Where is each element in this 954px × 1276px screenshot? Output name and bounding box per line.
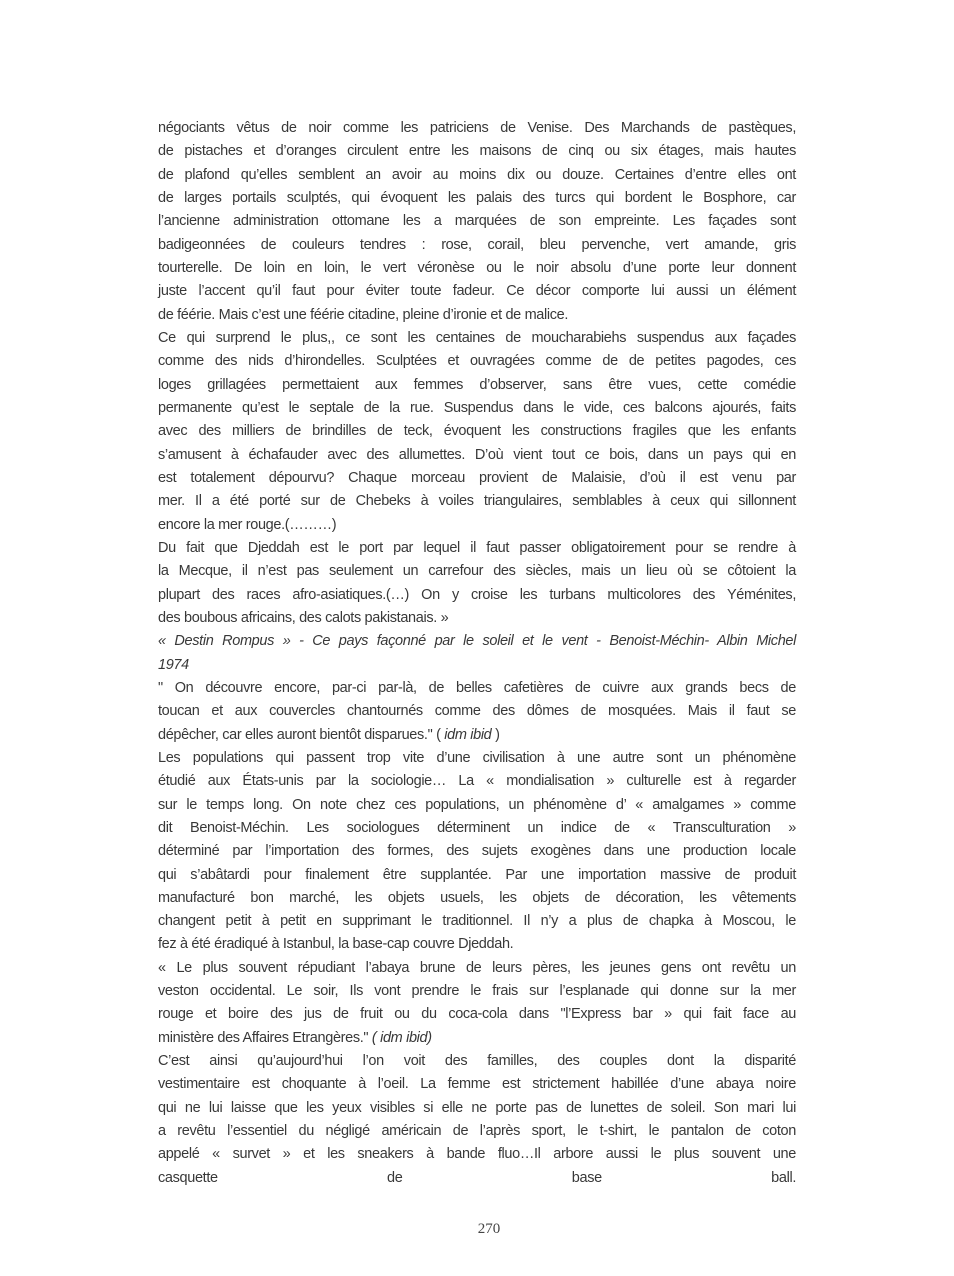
- text-segment: appelé « survet » et les sneakers à bande fluo…Il arbore aussi le plus souvent une: [158, 1146, 796, 1163]
- text-line: [158, 1143, 796, 1166]
- text-line: [158, 630, 796, 653]
- text-segment: avec des milliers de brindilles de teck, évoquent les constructions fragiles que les enfants: [158, 423, 796, 440]
- text-segment: manufacturé bon marché, les objets usuels, les objets de décoration, les vêtements: [158, 889, 796, 906]
- text-segment: qui s’abâtardi pour finalement être supplantée. Par une importation massive de produit: [158, 866, 796, 883]
- text-line: [158, 724, 796, 747]
- text-segment: la Mecque, il n’est pas seulement un carrefour des siècles, mais un lieu où se côtoient la: [158, 563, 796, 580]
- text-line: [158, 444, 796, 467]
- text-segment: de pistaches et d’oranges circulent entre les maisons de cinq ou six étages, mais hautes: [158, 143, 796, 160]
- text-line: [158, 490, 796, 513]
- text-line: [158, 117, 796, 140]
- text-segment: étudié aux États-unis par la sociologie… La « mondialisation » culturelle est à regarder: [158, 773, 796, 790]
- text-line: [158, 397, 796, 420]
- text-line: [158, 187, 796, 210]
- text-line: [158, 887, 796, 910]
- text-segment: de larges portails sculptés, qui évoquent les palais des turcs qui bordent le Bosphore, car: [158, 189, 796, 206]
- text-segment: Ce qui surprend le plus,, ce sont les centaines de moucharabiehs suspendus aux façades: [158, 329, 796, 346]
- text-segment: casquette de base ball.: [158, 1169, 796, 1186]
- text-line: [158, 1050, 796, 1073]
- text-line: [158, 607, 796, 630]
- text-line: [158, 560, 796, 583]
- text-segment: veston occidental. Le soir, Ils vont prendre le frais sur l’esplanade qui donne sur la mer: [158, 983, 796, 1000]
- text-segment: " On découvre encore, par-ci par-là, de belles cafetières de cuivre aux grands becs de: [158, 679, 796, 696]
- text-segment: changent petit à petit en supprimant le traditionnel. Il n’y a plus de chapka à Moscou, le: [158, 913, 796, 930]
- text-segment: toucan et aux couvercles chantournés comme des dômes de mosquées. Mais il faut se: [158, 703, 796, 720]
- text-line: [158, 304, 796, 327]
- body-text: [158, 117, 796, 1190]
- text-segment: l’ancienne administration ottomane les a marquées de son empreinte. Les façades sont: [158, 213, 796, 230]
- text-segment: C’est ainsi qu’aujourd’hui l’on voit des familles, des couples dont la disparité: [158, 1053, 796, 1070]
- text-line: [158, 280, 796, 303]
- italic-text: 1974: [158, 656, 189, 673]
- text-line: [158, 794, 796, 817]
- text-segment: est totalement dépourvu? Chaque morceau provient de Malaisie, d’où il est venu par: [158, 469, 796, 486]
- text-segment: dépêcher, car elles auront bientôt disparues." (: [158, 726, 445, 743]
- text-segment: vestimentaire est choquante à l’oeil. La femme est strictement habillée d’une abaya noire: [158, 1076, 796, 1093]
- text-segment: encore la mer rouge.(………): [158, 516, 337, 533]
- text-line: [158, 747, 796, 770]
- text-line: [158, 467, 796, 490]
- text-segment: ): [491, 726, 500, 743]
- text-segment: comme des nids d’hirondelles. Sculptées et ouvragées comme de de petites pagodes, ces: [158, 353, 796, 370]
- text-line: [158, 537, 796, 560]
- text-segment: loges grillagées permettaient aux femmes d’observer, sans être vues, cette comédie: [158, 376, 796, 393]
- text-line: [158, 957, 796, 980]
- text-line: [158, 910, 796, 933]
- text-segment: badigeonnées de couleurs tendres : rose, corail, bleu pervenche, vert amande, gris: [158, 236, 796, 253]
- text-segment: juste l’accent qu’il faut pour éviter toute fadeur. Ce décor comporte lui aussi un élément: [158, 283, 796, 300]
- text-line: [158, 654, 796, 677]
- text-line: [158, 840, 796, 863]
- text-segment: « Le plus souvent répudiant l’abaya brune de leurs pères, les jeunes gens ont revêtu un: [158, 959, 796, 976]
- text-line: [158, 1073, 796, 1096]
- text-segment: mer. Il a été porté sur de Chebeks à voiles triangulaires, semblables à ceux qui sillonnent: [158, 493, 796, 510]
- text-segment: de féérie. Mais c’est une féérie citadine, pleine d’ironie et de malice.: [158, 306, 569, 323]
- text-line: [158, 1097, 796, 1120]
- text-segment: ministère des Affaires Etrangères.": [158, 1029, 372, 1046]
- page-number: 270: [477, 1221, 501, 1237]
- text-line: [158, 980, 796, 1003]
- text-segment: s’amusent à échafauder avec des allumettes. D’où vient tout ce bois, dans un pays qui en: [158, 446, 796, 463]
- text-segment: de plafond qu’elles semblent an avoir au moins dix ou douze. Certaines d’entre elles ont: [158, 166, 796, 183]
- text-segment: Les populations qui passent trop vite d’une civilisation à une autre sont un phénomène: [158, 749, 796, 766]
- text-line: [158, 1003, 796, 1026]
- text-segment: Du fait que Djeddah est le port par lequel il faut passer obligatoirement pour se rendre à: [158, 539, 796, 556]
- text-segment: sur le temps long. On note chez ces populations, un phénomène d’ « amalgames » comme: [158, 796, 796, 813]
- text-line: [158, 234, 796, 257]
- text-segment: négociants vêtus de noir comme les patriciens de Venise. Des Marchands de pastèques,: [158, 120, 796, 136]
- text-segment: tourterelle. De loin en loin, le vert véronèse ou le noir absolu d’une porte leur donnent: [158, 259, 796, 276]
- text-line: [158, 374, 796, 397]
- text-line: [158, 677, 796, 700]
- text-line: [158, 584, 796, 607]
- text-line: [158, 514, 796, 537]
- italic-text: idm ibid: [444, 726, 492, 743]
- italic-text: ( idm ibid): [371, 1029, 432, 1046]
- text-segment: rouge et boire des jus de fruit ou du coca-cola dans "l’Express bar » qui fait face au: [158, 1006, 796, 1023]
- text-segment: des boubous africains, des calots pakistanais. »: [158, 609, 449, 626]
- text-segment: a revêtu l’essentiel du négligé américain de l’après sport, le t-shirt, le pantalon de coton: [158, 1123, 796, 1140]
- text-segment: déterminé par l’importation des formes, des sujets exogènes dans une production locale: [158, 843, 796, 860]
- text-line: [158, 864, 796, 887]
- text-line: [158, 817, 796, 840]
- text-segment: dit Benoist-Méchin. Les sociologues déterminent un indice de « Transculturation »: [158, 819, 796, 836]
- text-line: [158, 140, 796, 163]
- text-line: [158, 700, 796, 723]
- text-line: [158, 770, 796, 793]
- text-line: [158, 210, 796, 233]
- text-line: [158, 933, 796, 956]
- text-segment: plupart des races afro-asiatiques.(…) On y croise les turbans multicolores des Yéménites,: [158, 586, 796, 603]
- text-line: [158, 350, 796, 373]
- text-line: [158, 1167, 796, 1190]
- text-line: [158, 327, 796, 350]
- text-line: [158, 257, 796, 280]
- italic-text: « Destin Rompus » - Ce pays façonné par le soleil et le vent - Benoist-Méchin- Albin Michel: [158, 633, 796, 650]
- text-segment: fez à été éradiqué à Istanbul, la base-cap couvre Djeddah.: [158, 936, 514, 953]
- text-segment: permanente qu’est le septale de la rue. Suspendus dans le vide, ces balcons ajourés, faits: [158, 399, 796, 416]
- text-line: [158, 420, 796, 443]
- text-segment: qui ne lui laisse que les yeux visibles si elle ne porte pas de lunettes de soleil. Son mari lui: [158, 1099, 796, 1116]
- text-line: [158, 1120, 796, 1143]
- text-line: [158, 1027, 796, 1050]
- text-line: [158, 164, 796, 187]
